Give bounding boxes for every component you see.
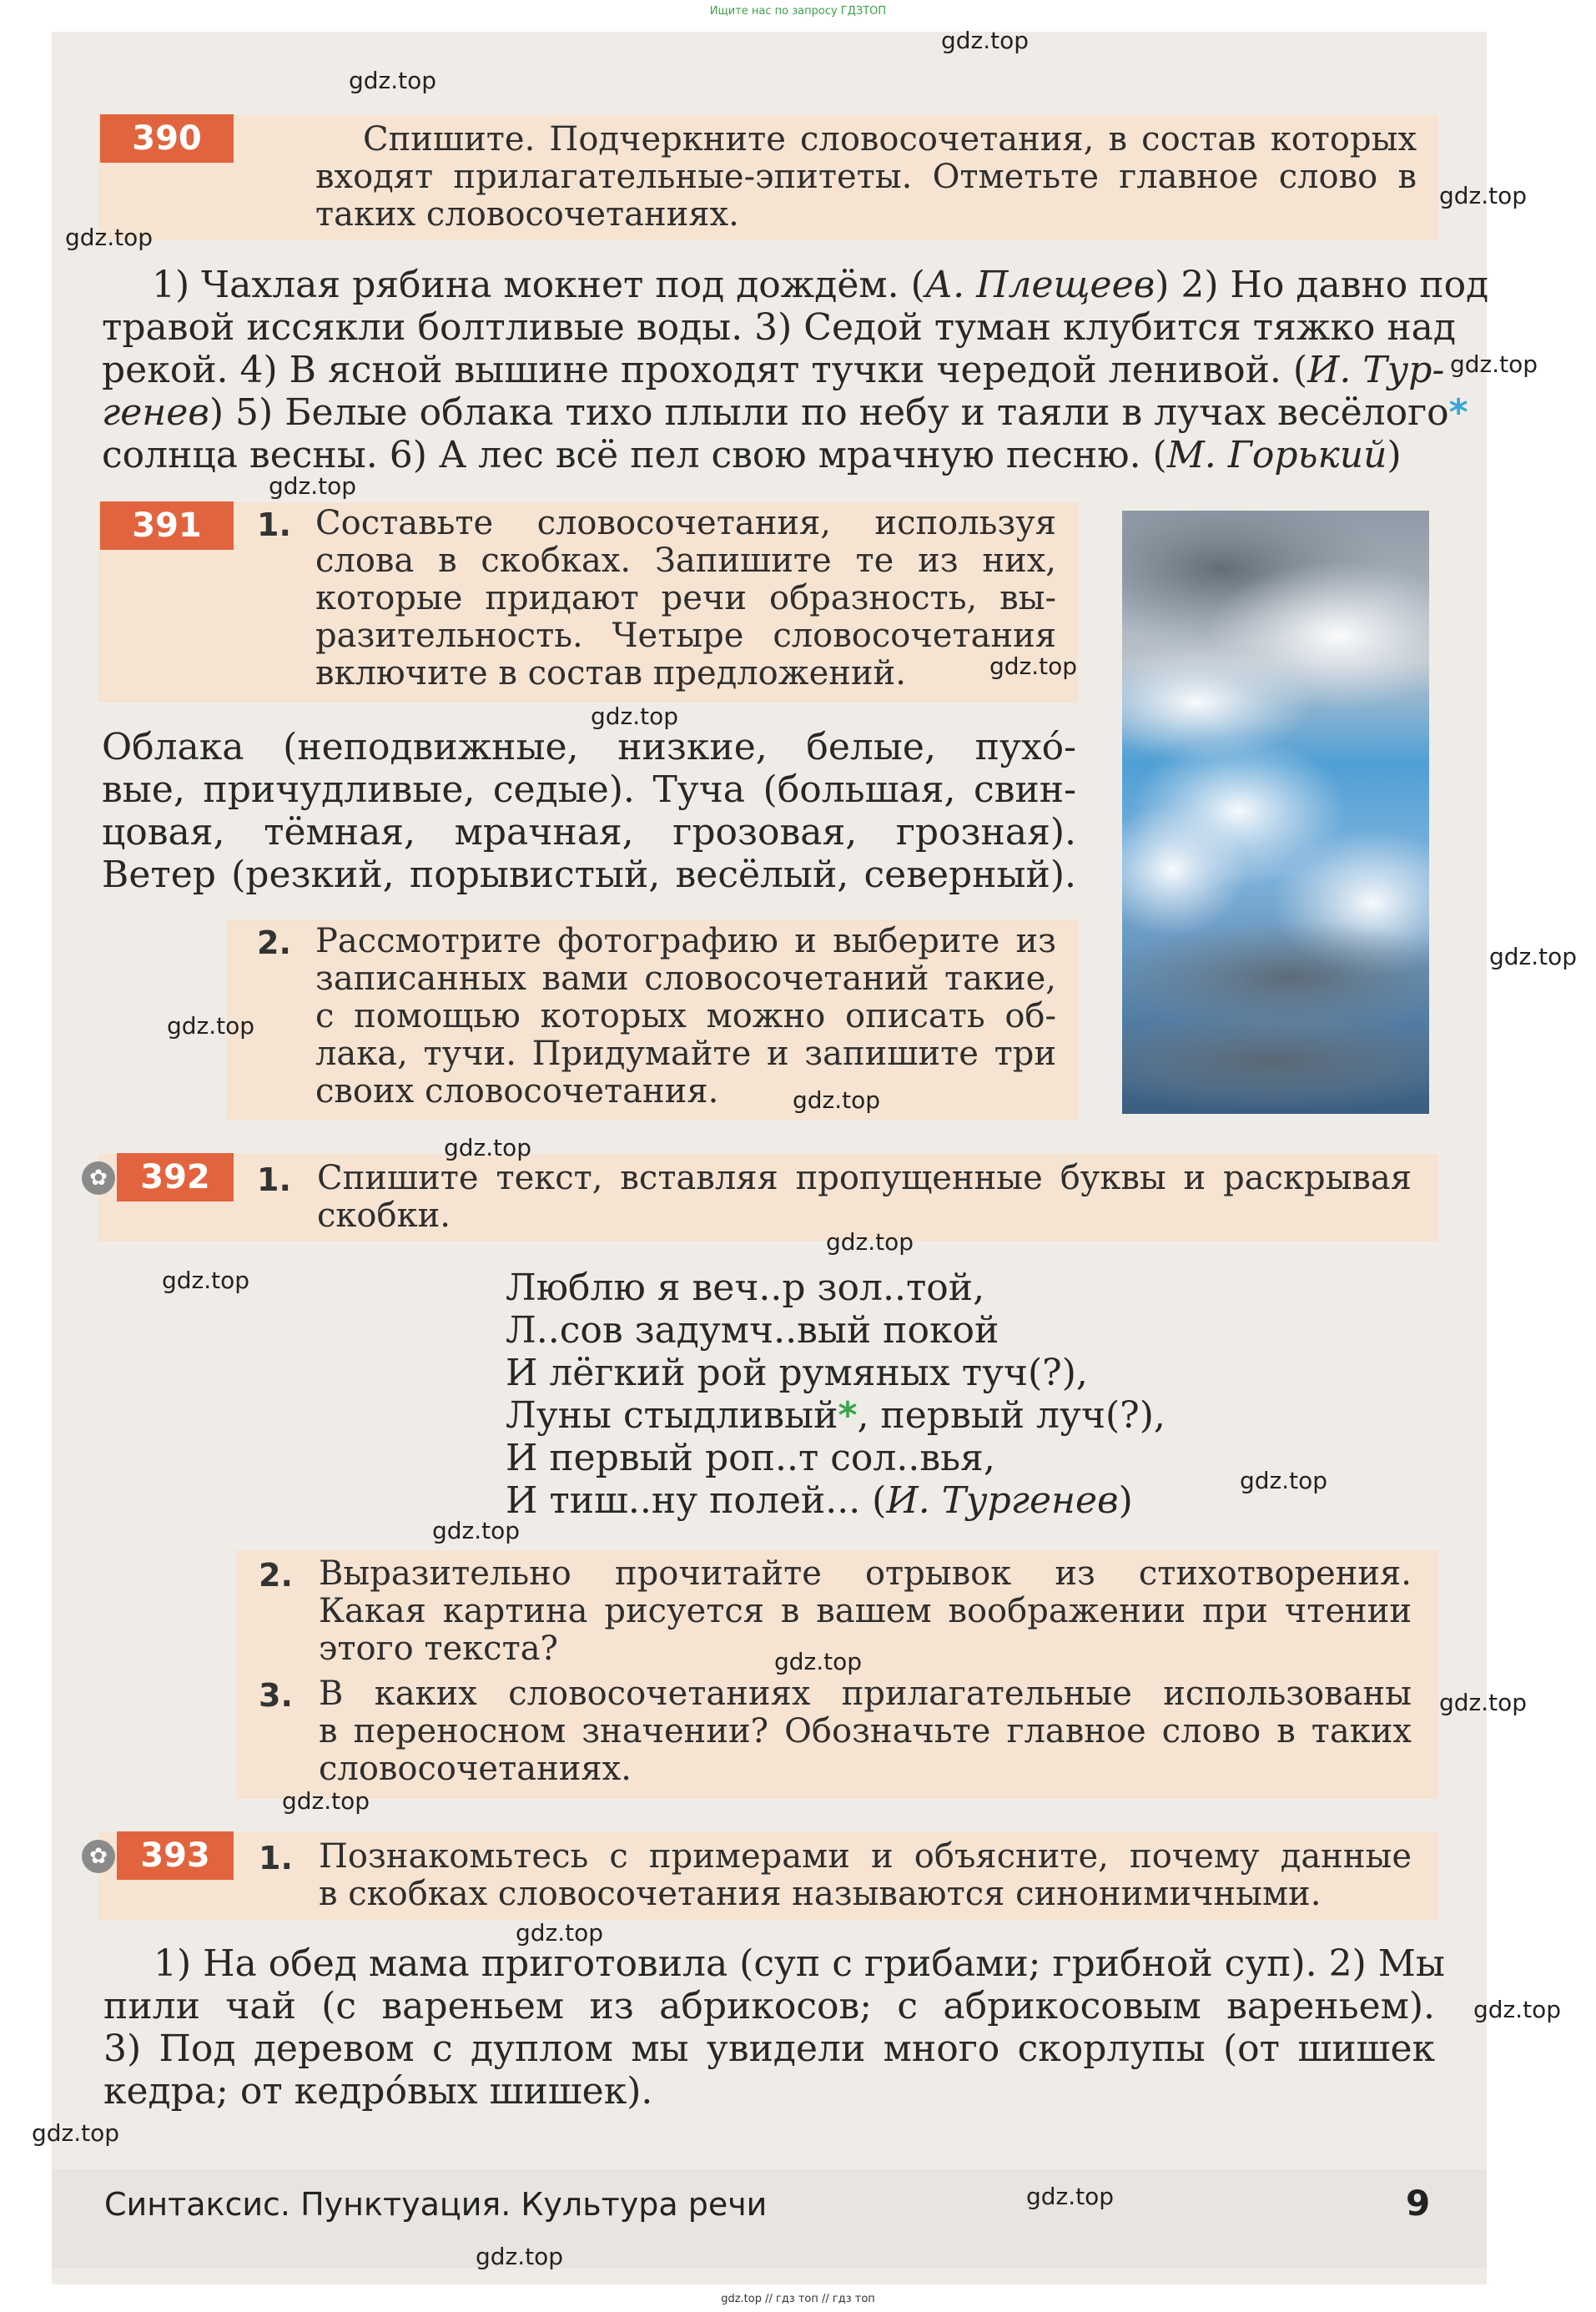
flower-icon: ✿: [82, 1840, 115, 1873]
task-line: которые придают речи образность, вы-: [315, 579, 1056, 617]
flower-icon: ✿: [82, 1161, 115, 1195]
task-line: входят прилагательные-эпитеты. Отметьте главное слово в: [315, 158, 1417, 196]
task-line: Познакомьтесь с примерами и объясните, почему данные: [319, 1837, 1412, 1876]
poem-line: [506, 1479, 1166, 1522]
watermark: gdz.top: [989, 652, 1078, 680]
task-number: 1.: [259, 1840, 293, 1876]
bottom-note: gdz.top // гдз топ // гдз топ: [721, 2293, 875, 2305]
task-392-1: [317, 1160, 1412, 1235]
task-line: Составьте словосочетания, используя: [315, 504, 1056, 542]
watermark: gdz.top: [793, 1086, 881, 1114]
task-line: Какая картина рисуется в вашем воображении при чтении: [319, 1592, 1412, 1630]
poem-line: И первый роп..т сол..вья,: [506, 1437, 995, 1479]
task-line: В каких словосочетаниях прилагательные использованы: [319, 1675, 1412, 1713]
watermark: gdz.top: [444, 1134, 532, 1161]
task-line: этого текста?: [319, 1629, 558, 1668]
watermark: gdz.top: [1026, 2183, 1115, 2210]
task-line: лака, тучи. Придумайте и запишите три: [315, 1035, 1056, 1073]
asterisk-icon: *: [838, 1394, 858, 1437]
text-line: [102, 349, 1445, 391]
task-line: записанных вами словосочетаний такие,: [315, 960, 1056, 998]
text-line: Облака (неподвижные, низкие, белые, пухо́-: [102, 726, 1076, 768]
text-390: [102, 264, 1489, 476]
poem-line: [506, 1394, 1166, 1437]
watermark: gdz.top: [774, 1648, 863, 1675]
task-line: в переносном значении? Обозначьте главное слово в таких: [319, 1712, 1412, 1750]
task-391-2: [315, 923, 1056, 1111]
text-span: ) 5) Белые облака тихо плыли по небу и таяли в лучах весёлого: [209, 391, 1449, 434]
text-391: [102, 726, 1076, 896]
text-span: ): [1387, 434, 1402, 476]
author-name: И. Тур-: [1307, 349, 1445, 391]
task-390: [315, 121, 1417, 234]
watermark: gdz.top: [1240, 1467, 1328, 1494]
text-line: [102, 264, 1489, 306]
text-span: ) 2) Но давно под: [1155, 264, 1489, 306]
task-line: Спишите текст, вставляя пропущенные буквы и раскрывая: [317, 1159, 1412, 1197]
watermark: gdz.top: [32, 2119, 120, 2147]
watermark: gdz.top: [1450, 350, 1538, 378]
task-line: Рассмотрите фотографию и выберите из: [315, 922, 1056, 960]
text-span: солнца весны. 6) А лес всё пел свою мрачную песню. (: [102, 434, 1167, 476]
task-line: таких словосочетаниях.: [315, 195, 739, 234]
task-number: 2.: [257, 924, 291, 961]
text-393: [103, 1942, 1445, 2113]
exercise-number-390: 390: [100, 114, 234, 163]
task-line: скобки.: [317, 1196, 451, 1235]
poem: [506, 1267, 1166, 1522]
text-line: 1) На обед мама приготовила (суп с грибами; грибной суп). 2) Мы: [154, 1942, 1445, 1985]
task-line: включите в состав предложений.: [315, 654, 906, 693]
text-line: кедра; от кедро́вых шишек).: [103, 2070, 653, 2113]
author-name: М. Горький: [1166, 434, 1387, 476]
watermark: gdz.top: [476, 2243, 564, 2270]
page-number: 9: [1406, 2183, 1431, 2224]
task-number: 3.: [259, 1677, 293, 1714]
task-line: разительность. Четыре словосочетания: [315, 617, 1056, 655]
task-line: слова в скобках. Запишите те из них,: [315, 541, 1056, 580]
task-392-3: [319, 1675, 1412, 1788]
task-393-1: [319, 1838, 1412, 1913]
watermark: gdz.top: [826, 1228, 914, 1256]
watermark: gdz.top: [349, 67, 437, 94]
watermark: gdz.top: [1473, 1996, 1562, 2023]
task-number: 1.: [257, 1161, 291, 1198]
text-span: рекой. 4) В ясной вышине проходят тучки чередой ленивой. (: [102, 349, 1308, 391]
task-line: в скобках словосочетания называются синонимичными.: [319, 1875, 1322, 1913]
task-line: своих словосочетания.: [315, 1072, 719, 1111]
poem-line: И лёгкий рой румяных туч(?),: [506, 1352, 1088, 1394]
watermark: gdz.top: [1489, 943, 1578, 970]
task-392-2: [319, 1555, 1412, 1668]
text-span: , первый луч(?),: [857, 1394, 1166, 1437]
poem-line: Люблю я веч..р зол..той,: [506, 1267, 985, 1309]
text-line: [102, 391, 1468, 434]
watermark: gdz.top: [1439, 1689, 1528, 1716]
watermark: gdz.top: [162, 1267, 250, 1294]
exercise-number-391: 391: [100, 501, 234, 550]
author-name: А. Плещеев: [924, 264, 1155, 306]
watermark: gdz.top: [167, 1012, 255, 1040]
text-line: пили чай (с вареньем из абрикосов; с абрикосовым вареньем).: [103, 1985, 1435, 2027]
task-number: 1.: [257, 506, 291, 543]
task-line: Выразительно прочитайте отрывок из стихотворения.: [319, 1554, 1412, 1593]
text-line: травой иссякли болтливые воды. 3) Седой туман клубится тяжко над: [102, 306, 1456, 349]
watermark: gdz.top: [282, 1787, 370, 1815]
text-span: И тиш..ну полей... (: [506, 1479, 887, 1522]
header-note: Ищите нас по запросу ГДЗТОП: [709, 5, 887, 18]
text-line: цовая, тёмная, мрачная, грозовая, грозная).: [102, 811, 1076, 854]
watermark: gdz.top: [591, 703, 679, 730]
author-name: И. Тургенев: [886, 1479, 1119, 1522]
author-name: генев: [102, 391, 209, 434]
task-line: словосочетаниях.: [319, 1750, 632, 1788]
task-line: Спишите. Подчеркните словосочетания, в состав которых: [363, 120, 1417, 159]
poem-line: Л..сов задумч..вый покой: [506, 1309, 999, 1352]
text-span: Луны стыдливый: [506, 1394, 838, 1437]
text-line: 3) Под деревом с дуплом мы увидели много скорлупы (от шишек: [103, 2027, 1435, 2070]
task-391-1: [315, 505, 1056, 693]
watermark: gdz.top: [516, 1919, 604, 1947]
text-line: вые, причудливые, седые). Туча (большая, свин-: [102, 768, 1076, 811]
text-line: [102, 434, 1437, 476]
asterisk-icon: *: [1448, 391, 1468, 434]
watermark: gdz.top: [269, 472, 357, 500]
text-span: 1) Чахлая рябина мокнет под дождём. (: [152, 264, 925, 306]
cloud-photo: [1122, 511, 1429, 1114]
watermark: gdz.top: [432, 1517, 521, 1544]
exercise-number-392: 392: [117, 1153, 234, 1201]
watermark: gdz.top: [65, 224, 154, 251]
watermark: gdz.top: [941, 27, 1030, 54]
task-number: 2.: [259, 1557, 293, 1594]
watermark: gdz.top: [1439, 182, 1528, 209]
task-line: с помощью которых можно описать об-: [315, 997, 1056, 1035]
text-line: Ветер (резкий, порывистый, весёлый, северный).: [102, 854, 1076, 896]
footer-title: Синтаксис. Пунктуация. Культура речи: [104, 2186, 768, 2223]
text-span: ): [1118, 1479, 1133, 1522]
exercise-number-393: 393: [117, 1831, 234, 1880]
